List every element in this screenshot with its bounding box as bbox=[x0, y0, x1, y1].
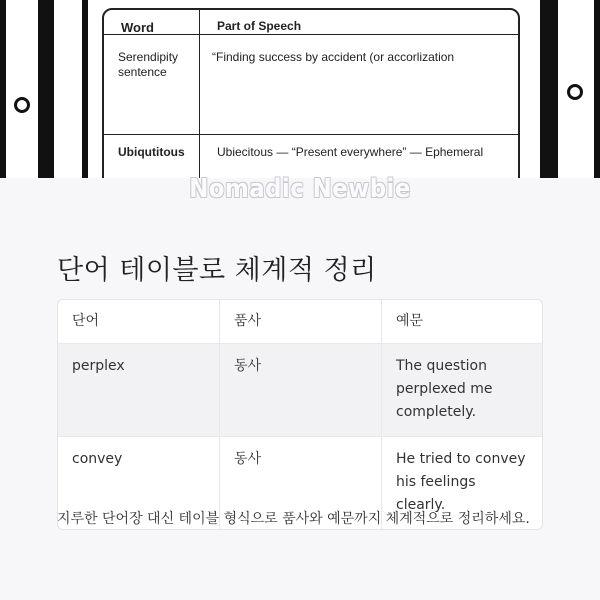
binder-ring-icon bbox=[567, 84, 583, 100]
table-header-row bbox=[58, 300, 542, 343]
watermark: Nomadic Newbie bbox=[189, 174, 411, 204]
photo-row2-word: Ubiqutitous bbox=[118, 145, 185, 159]
handwritten-table-card bbox=[102, 8, 520, 178]
binder-stripe bbox=[540, 0, 558, 178]
column-header-example: 예문 bbox=[381, 300, 542, 343]
pos-cell: 동사 bbox=[219, 344, 381, 436]
binder-stripe bbox=[594, 0, 600, 178]
photo-row1-content: “Finding success by accident (or accorlization bbox=[212, 50, 455, 64]
binder-stripe bbox=[82, 0, 88, 178]
photo-header-pos: Part of Speech bbox=[217, 19, 302, 33]
binder-ring-icon bbox=[14, 97, 30, 113]
vocabulary-table bbox=[57, 299, 543, 530]
photo-row1-word: Serendipity bbox=[118, 50, 179, 64]
example-cell: The question perplexed me completely. bbox=[381, 344, 542, 436]
binder-stripe bbox=[0, 0, 6, 178]
table-row bbox=[58, 343, 542, 436]
word-cell: perplex bbox=[72, 358, 125, 374]
example-cell: He tried to convey his feelings clearly. bbox=[381, 437, 542, 529]
binder-stripe bbox=[38, 0, 54, 178]
vocabulary-photo bbox=[0, 0, 600, 178]
pos-cell: 동사 bbox=[219, 437, 381, 529]
column-header-word: 단어 bbox=[72, 313, 100, 329]
caption: 지루한 단어장 대신 테이블 형식으로 품사와 예문까지 체계적으로 정리하세요. bbox=[57, 511, 530, 527]
section-heading: 단어 테이블로 체계적 정리 bbox=[57, 255, 377, 286]
photo-row2-content: Ubiecitous — “Present everywhere” — Ephemeral bbox=[217, 145, 484, 159]
column-header-pos: 품사 bbox=[219, 300, 381, 343]
photo-header-word: Word bbox=[121, 20, 154, 35]
word-cell: convey bbox=[72, 451, 123, 467]
photo-row1-word-line2: sentence bbox=[118, 65, 167, 79]
